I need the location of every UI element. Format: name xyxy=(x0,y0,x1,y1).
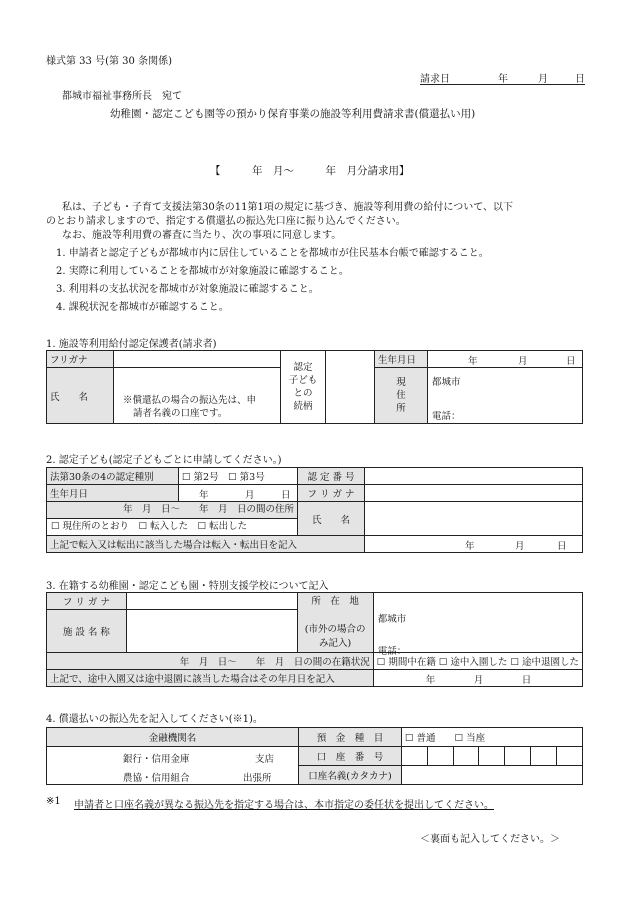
location-label: 所 在 地 (市外の場合の み記入) xyxy=(297,593,373,653)
footnote-mark: ※1 xyxy=(46,796,61,807)
account-digit[interactable] xyxy=(453,747,479,766)
child-furigana-field[interactable] xyxy=(365,485,583,502)
request-date-month: 月 xyxy=(538,74,548,85)
account-holder-label: 口座名義(カタカナ) xyxy=(299,766,402,785)
footnote: 申請者と口座名義が異なる振込先を指定する場合は、本市指定の委任状を提出してください。 xyxy=(74,800,494,811)
bank-name-field[interactable]: 銀行・信用金庫 支店 農協・信用組合 出張所 xyxy=(47,747,299,785)
child-furigana-label: フ リ ガ ナ xyxy=(298,485,365,502)
account-digit[interactable] xyxy=(505,747,531,766)
enroll-options[interactable]: ☐ 期間中在籍 ☐ 途中入園した ☐ 途中退園した xyxy=(373,653,582,670)
guardian-table xyxy=(46,350,583,424)
section1-heading: 1. 施設等利用給付認定保護者(請求者) xyxy=(46,339,217,350)
deposit-type-label: 預 金 種 目 xyxy=(299,728,402,747)
section4-heading: 4. 償還払いの振込先を記入してください(※1)。 xyxy=(46,714,263,725)
relation-field[interactable] xyxy=(326,351,375,424)
name-label: 氏 名 xyxy=(47,368,114,424)
bank-name-label: 金融機関名 xyxy=(47,728,299,747)
furigana-label: フリガナ xyxy=(47,351,114,368)
account-holder-field[interactable] xyxy=(402,766,583,785)
account-digit[interactable] xyxy=(402,747,428,766)
enroll-date-field[interactable]: 年 月 日 xyxy=(373,670,582,687)
request-date-year: 年 xyxy=(498,74,508,85)
consent-item: 1. 申請者と認定子どもが都城市内に居住していることを都城市が住民基本台帳で確認すること。 xyxy=(56,248,489,259)
form-number: 様式第 33 号(第 30 条関係) xyxy=(46,56,172,67)
period-banner: 【 年 月～ 年 月分請求用】 xyxy=(210,165,410,177)
account-digit[interactable] xyxy=(556,747,582,766)
address-period: 年 月 日～ 年 月 日の間の住所 ☐ 現住所のとおり ☐ 転入した ☐ 転出した xyxy=(47,502,298,536)
child-table xyxy=(46,467,583,553)
location-field[interactable]: 都城市 電話： xyxy=(373,593,582,653)
account-digit[interactable] xyxy=(479,747,505,766)
facility-furigana-field[interactable] xyxy=(126,593,297,610)
consent-item: 3. 利用料の支払状況を都城市が対象施設に確認すること。 xyxy=(56,284,319,295)
enroll-note: 上記で、途中入園又は途中退園に該当した場合はその年月日を記入 xyxy=(47,670,374,687)
request-date-label: 請求日 xyxy=(420,74,450,85)
birth-field[interactable]: 年 月 日 xyxy=(428,351,583,368)
request-date-day: 日 xyxy=(575,74,585,85)
furigana-field[interactable] xyxy=(114,351,281,368)
facility-name-field[interactable] xyxy=(126,610,297,653)
child-name-field[interactable] xyxy=(365,502,583,536)
child-birth-field[interactable]: 年 月 日 xyxy=(179,485,298,502)
intro-line-1: 私は、子ども・子育て支援法第30条の11第1項の規定に基づき、施設等利用費の給付について、以下 xyxy=(62,202,514,213)
section2-heading: 2. 認定子ども(認定子どもごとに申請してください。) xyxy=(46,455,282,466)
consent-item: 4. 課税状況を都城市が確認すること。 xyxy=(56,302,229,313)
relation-label: 認定 子ども との 続柄 xyxy=(281,351,326,424)
facility-table xyxy=(46,592,583,687)
account-number-label: 口 座 番 号 xyxy=(299,747,402,766)
name-field[interactable]: ※償還払の場合の振込先は、申 請者名義の口座です。 xyxy=(114,368,281,424)
cert-type-options[interactable]: ☐ 第2号 ☐ 第3号 xyxy=(179,468,298,485)
facility-name-label: 施 設 名 称 xyxy=(47,610,127,653)
cert-type-label: 法第30条の4の認定種別 xyxy=(47,468,179,485)
move-date-field[interactable]: 年 月 日 xyxy=(365,536,583,553)
enroll-period-label: 年 月 日～ 年 月 日の間の在籍状況 xyxy=(47,653,374,670)
child-name-label: 氏 名 xyxy=(298,502,365,536)
child-birth-label: 生年月日 xyxy=(47,485,179,502)
cert-number-field[interactable] xyxy=(365,468,583,485)
back-side-note: ＜裏面も記入してください。＞ xyxy=(420,834,560,845)
account-digit[interactable] xyxy=(531,747,557,766)
account-digit[interactable] xyxy=(427,747,453,766)
cert-number-label: 認 定 番 号 xyxy=(298,468,365,485)
consent-item: 2. 実際に利用していることを都城市が対象施設に確認すること。 xyxy=(56,266,349,277)
facility-furigana-label: フ リ ガ ナ xyxy=(47,593,127,610)
birth-label: 生年月日 xyxy=(375,351,428,368)
request-date xyxy=(420,70,585,85)
address-field[interactable]: 都城市 電話： xyxy=(428,368,583,424)
deposit-type-options[interactable]: ☐ 普通 ☐ 当座 xyxy=(402,728,583,747)
addressee: 都城市福祉事務所長 宛て xyxy=(62,91,182,102)
move-date-note: 上記で転入又は転出に該当した場合は転入・転出日を記入 xyxy=(47,536,365,553)
bank-table xyxy=(46,727,583,785)
intro-line-3: なお、施設等利用費の審査に当たり、次の事項に同意します。 xyxy=(62,230,342,241)
section3-heading: 3. 在籍する幼稚園・認定こども園・特別支援学校について記入 xyxy=(46,581,329,592)
intro-line-2: のとおり請求しますので、指定する償還払の振込先口座に振り込んでください。 xyxy=(46,216,406,227)
address-label: 現 住 所 xyxy=(375,368,428,424)
page-title: 幼稚園・認定こども園等の預かり保育事業の施設等利用費請求書(償還払い用) xyxy=(110,108,476,120)
